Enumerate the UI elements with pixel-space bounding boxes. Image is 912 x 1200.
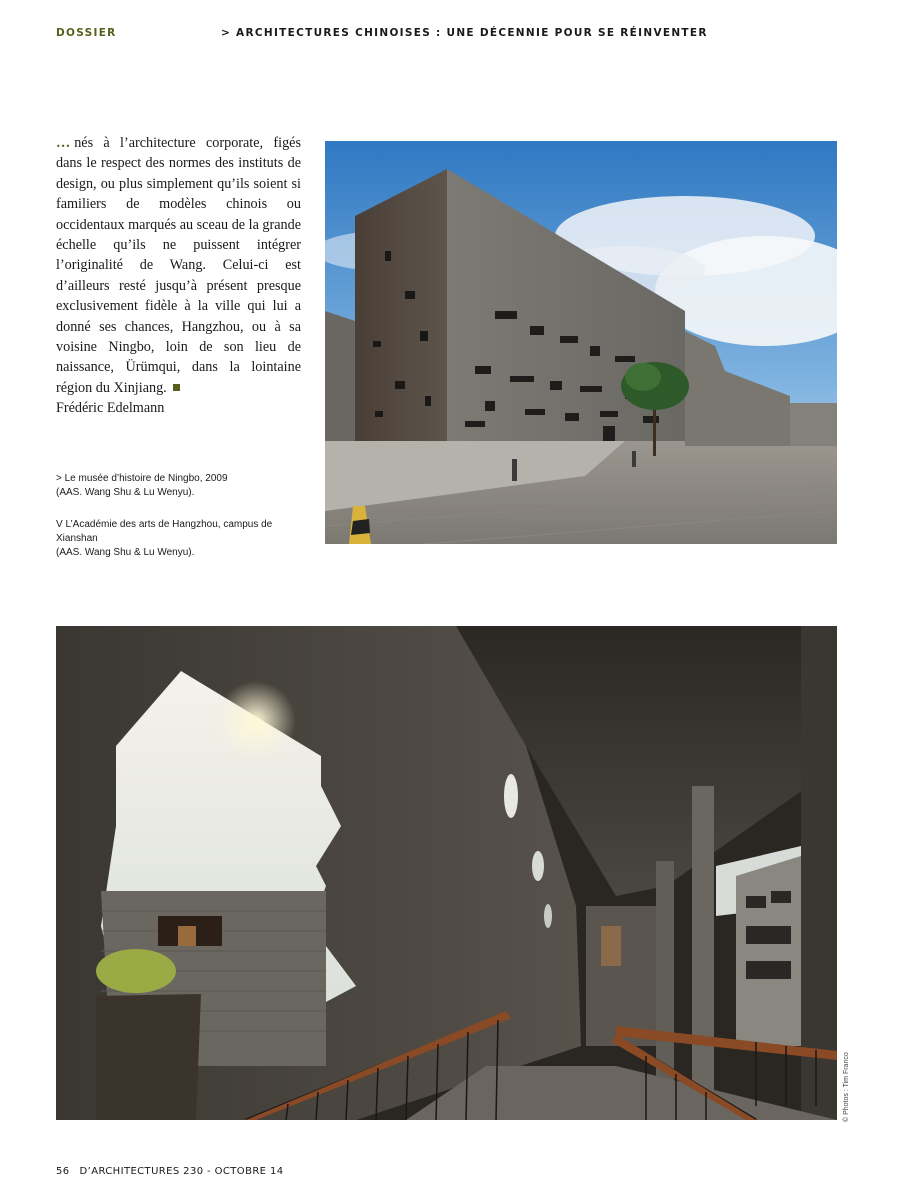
caption-hangzhou-credit: (AAS. Wang Shu & Lu Wenyu). xyxy=(56,547,195,558)
article-body: nés à l’architecture corporate, figés dans le respect des normes des instituts de design, ou plus simplement qu’ils soient si familiers de modèles chinois ou occidentaux marqués au sceau de la grande échelle qu’ils ne puissent intégrer l’originalité de Wang. Celui-ci est d’ailleurs resté jusqu’à présent presque exclusivement fidèle à la ville qui lui a donné ses chances, Hangzhou, ou à sa voisine Ningbo, loin de son lieu de naissance, Ürümqui, dans la lointaine région du Xinjiang. xyxy=(56,135,302,396)
magazine-issue: D’ARCHITECTURES 230 - OCTOBRE 14 xyxy=(79,1166,284,1177)
article-text xyxy=(56,133,301,419)
end-square-icon xyxy=(173,384,180,391)
article-author: Frédéric Edelmann xyxy=(56,400,165,417)
caption-ningbo-title: > Le musée d’histoire de Ningbo, 2009 xyxy=(56,473,228,484)
photo-hangzhou-academy xyxy=(56,626,837,1120)
caption-ningbo xyxy=(56,472,306,500)
caption-ningbo-credit: (AAS. Wang Shu & Lu Wenyu). xyxy=(56,487,195,498)
caption-hangzhou xyxy=(56,518,306,560)
page-footer xyxy=(56,1166,284,1177)
running-title: > ARCHITECTURES CHINOISES : UNE DÉCENNIE POUR SE RÉINVENTER xyxy=(221,27,708,39)
photo-ningbo-museum xyxy=(325,141,837,544)
ellipsis-mark: … xyxy=(56,135,72,151)
page-number: 56 xyxy=(56,1166,70,1177)
caption-hangzhou-title: V L’Académie des arts de Hangzhou, campus de Xianshan xyxy=(56,519,273,544)
section-label: DOSSIER xyxy=(56,27,117,39)
photo-credit: © Photos : Tim Franco xyxy=(843,1052,850,1122)
